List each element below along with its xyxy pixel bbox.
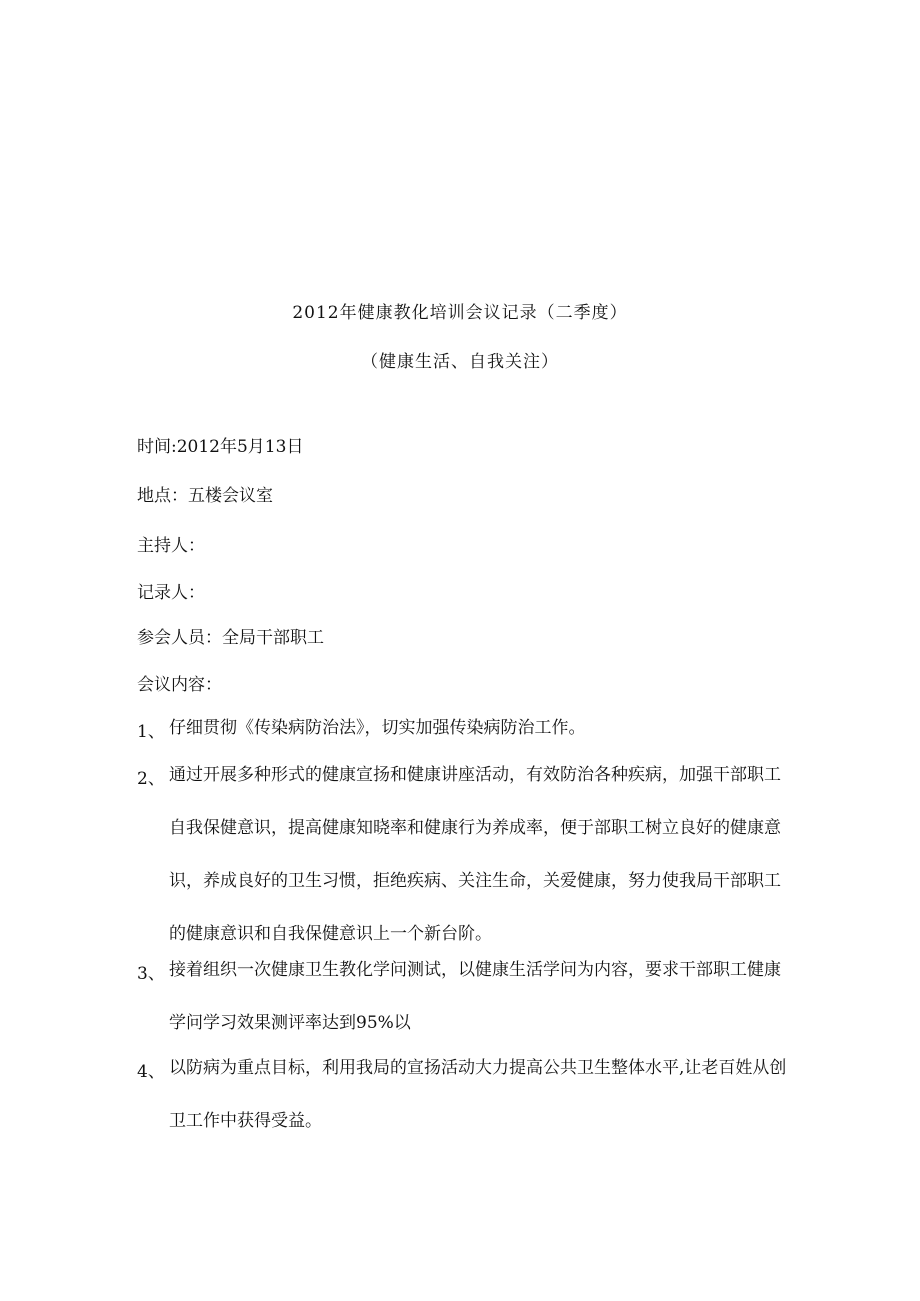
item-text: 仔细贯彻《传染病防治法》，切实加强传染病防治工作。 xyxy=(169,718,586,738)
item-number: 4、 xyxy=(137,1062,165,1082)
item-text: 接着组织一次健康卫生教化学问测试，以健康生活学问为内容，要求干部职工健康学问学习效果测评率达到95%以 xyxy=(169,960,781,1033)
item-number: 1、 xyxy=(137,722,165,742)
document-title: 2012年健康教化培训会议记录（二季度） xyxy=(292,303,628,323)
field-content-heading: 会议内容： xyxy=(137,675,222,695)
field-host: 主持人： xyxy=(137,536,205,556)
item-text: 通过开展多种形式的健康宣扬和健康讲座活动，有效防治各种疾病，加强干部职工自我保健意识，提高健康知晓率和健康行为养成率，便于部职工树立良好的健康意识，养成良好的卫生习惯，拒绝疾病、关注生命，关爱健康，努力使我局干部职工的健康意识和自我保健意识上一个新台阶。 xyxy=(169,765,781,944)
field-attendees: 参会人员：全局干部职工 xyxy=(137,628,324,648)
item-number: 3、 xyxy=(137,964,165,984)
field-time: 时间:2012年5月13日 xyxy=(137,437,304,457)
field-recorder: 记录人： xyxy=(137,583,205,603)
document-subtitle: （健康生活、自我关注） xyxy=(361,352,559,372)
field-location: 地点：五楼会议室 xyxy=(137,486,273,506)
item-number: 2、 xyxy=(137,769,165,789)
item-text: 以防病为重点目标，利用我局的宣扬活动大力提高公共卫生整体水平,让老百姓从创卫工作中获得受益。 xyxy=(169,1058,787,1131)
